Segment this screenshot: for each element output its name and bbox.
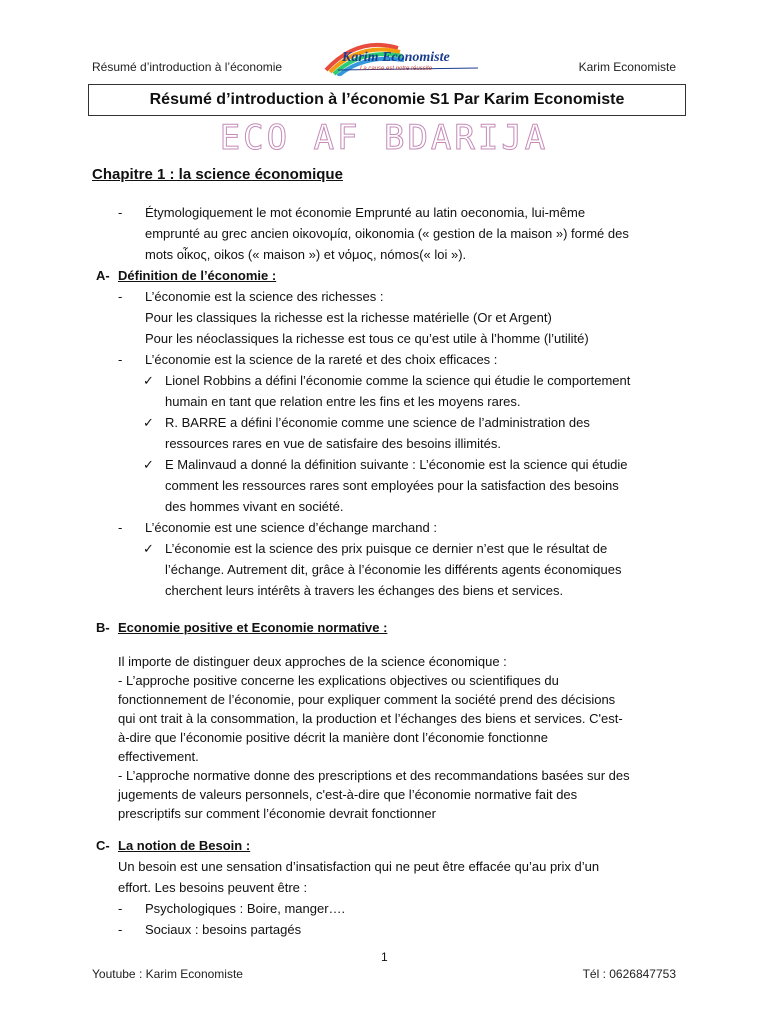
dash-bullet: - — [118, 901, 123, 916]
sec-b-line: prescriptifs sur comment l’économie devrait fonctionner — [118, 806, 436, 821]
checkmark-icon: ✓ — [143, 541, 154, 556]
etym-line-1: Étymologiquement le mot économie Emprunté au latin oeconomia, lui-même — [145, 205, 586, 220]
malinvaud-line-3: des hommes vivant en société. — [165, 499, 344, 514]
section-c-title: La notion de Besoin : — [118, 838, 251, 853]
sec-b-line: Il importe de distinguer deux approches de la science économique : — [118, 654, 507, 669]
footer-right: Tél : 0626847753 — [582, 967, 676, 981]
robbins-line-2: humain en tant que relation entre les fins et les moyens rares. — [165, 394, 521, 409]
sec-b-line: jugements de valeurs personnels, c'est-à-dire que l’économie normative fait des — [118, 787, 578, 802]
header-right-text: Karim Economiste — [578, 60, 676, 74]
sec-b-line: effectivement. — [118, 749, 199, 764]
dash-bullet: - — [118, 520, 123, 535]
document-title: Résumé d’introduction à l’économie S1 Par Karim Economiste — [88, 84, 686, 116]
sec-a-line-1: L’économie est la science des richesses : — [145, 289, 384, 304]
checkmark-icon: ✓ — [143, 373, 154, 388]
logo-name: Karim Economiste — [342, 50, 450, 65]
besoin-line-1: Un besoin est une sensation d’insatisfaction qui ne peut être effacée qu’au prix d’un — [118, 859, 600, 874]
besoin-item-2: Sociaux : besoins partagés — [145, 922, 302, 937]
section-a-label: A- — [96, 268, 110, 283]
etym-line-3: mots οἶκος, oikos (« maison ») et νόμος, nómos(« loi »). — [145, 247, 467, 262]
sec-a-line-2: Pour les classiques la richesse est la richesse matérielle (Or et Argent) — [145, 310, 552, 325]
dash-bullet: - — [118, 289, 123, 304]
sec-b-line: à-dire que l’économie positive décrit la manière dont l’économie fonctionne — [118, 730, 548, 745]
section-c-label: C- — [96, 838, 110, 853]
prix-line-3: cherchent leurs intérêts à travers les échanges des biens et services. — [165, 583, 564, 598]
checkmark-icon: ✓ — [143, 415, 154, 430]
malinvaud-line-2: comment les ressources rares sont employées pour la satisfaction des besoins — [165, 478, 619, 493]
etym-line-2: emprunté au grec ancien οἰκονομία, oikonomia (« gestion de la maison ») formé des — [145, 226, 629, 241]
watermark-banner: ECO AF BDARIJA — [219, 118, 549, 158]
prix-line-2: l’échange. Autrement dit, grâce à l’économie les différents agents économiques — [165, 562, 622, 577]
malinvaud-line-1: E Malinvaud a donné la définition suivante : L’économie est la science qui étudie — [165, 457, 628, 472]
logo-tagline: La cause est notre réussite — [360, 66, 433, 72]
section-b-title: Economie positive et Economie normative : — [118, 620, 388, 635]
sec-b-line: fonctionnement de l’économie, pour expliquer comment la société prend des décisions — [118, 692, 616, 707]
chapter-heading: Chapitre 1 : la science économique — [92, 166, 343, 183]
checkmark-icon: ✓ — [143, 457, 154, 472]
sec-b-line: - L’approche positive concerne les explications objectives ou scientifiques du — [118, 673, 559, 688]
page-number: 1 — [381, 950, 388, 964]
besoin-item-1: Psychologiques : Boire, manger…. — [145, 901, 346, 916]
header-left-text: Résumé d’introduction à l’économie — [92, 60, 283, 74]
sec-a-line-3: Pour les néoclassiques la richesse est tous ce qu’est utile à l’homme (l’utilité) — [145, 331, 589, 346]
dash-bullet: - — [118, 205, 123, 220]
section-a-title: Définition de l’économie : — [118, 268, 277, 283]
barre-line-1: R. BARRE a défini l’économie comme une science de l’administration des — [165, 415, 590, 430]
footer-left: Youtube : Karim Economiste — [92, 967, 243, 981]
barre-line-2: ressources rares en vue de satisfaire des besoins illimités. — [165, 436, 501, 451]
dash-bullet: - — [118, 922, 123, 937]
section-b-label: B- — [96, 620, 110, 635]
besoin-line-2: effort. Les besoins peuvent être : — [118, 880, 308, 895]
sec-b-line: qui ont trait à la consommation, la production et l’échanges des biens et services. C'est- — [118, 711, 623, 726]
sec-a-line-4: L’économie est la science de la rareté et des choix efficaces : — [145, 352, 498, 367]
dash-bullet: - — [118, 352, 123, 367]
prix-line-1: L’économie est la science des prix puisque ce dernier n’est que le résultat de — [165, 541, 608, 556]
robbins-line-1: Lionel Robbins a défini l’économie comme la science qui étudie le comportement — [165, 373, 631, 388]
sec-a-line-5: L’économie est une science d’échange marchand : — [145, 520, 437, 535]
sec-b-line: - L’approche normative donne des prescriptions et des recommandations basées sur des — [118, 768, 630, 783]
